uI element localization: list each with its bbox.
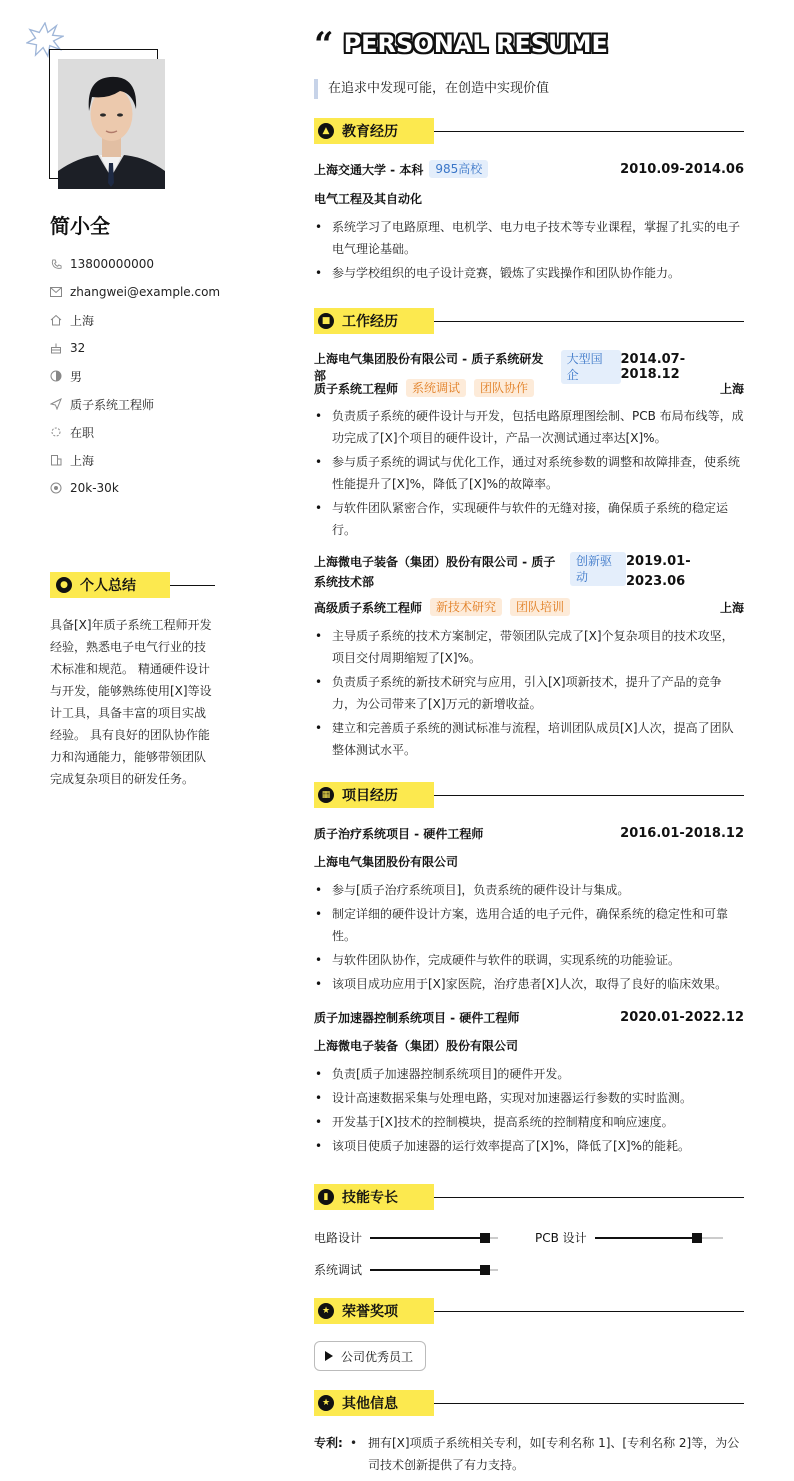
project-1-bullets [314, 879, 744, 997]
list-item: • 该项目成功应用于[X]家医院，治疗患者[X]人次，取得了良好的临床效果。 [314, 973, 744, 995]
list-item: • 与软件团队协作，完成硬件与软件的联调，实现系统的功能验证。 [314, 949, 744, 971]
projects-header-line [434, 795, 744, 796]
job-2-position-row [314, 598, 744, 616]
skill-name: PCB 设计 [535, 1231, 587, 1245]
job-2-position: 高级质子系统工程师 [314, 600, 423, 615]
awards-header-highlight [314, 1298, 434, 1324]
list-item: • 参与[质子治疗系统项目]，负责系统的硬件设计与集成。 [314, 879, 744, 901]
skill-bar-knob [692, 1233, 702, 1243]
other-info [314, 1432, 744, 1476]
project-2-company: 上海微电子装备（集团）股份有限公司 [314, 1039, 519, 1053]
play-triangle-icon [325, 1351, 333, 1361]
project-2-company-row [314, 1037, 744, 1054]
skill-item [314, 1261, 498, 1278]
projects-header-highlight [314, 782, 434, 808]
info-salary [50, 474, 220, 502]
list-item: • 建立和完善质子系统的测试标准与流程，培训团队成员[X]人次，提高了团队整体测试水平。 [314, 717, 744, 761]
skill-bar [595, 1237, 723, 1239]
info-gender [50, 362, 220, 390]
project-2-row [314, 1009, 744, 1026]
project-1-row [314, 825, 744, 842]
awards-header-line [434, 1311, 744, 1312]
award-badge [314, 1341, 426, 1371]
award-text: 公司优秀员工 [341, 1349, 414, 1364]
skill-bar [370, 1237, 498, 1239]
skill-bar-fill [370, 1237, 485, 1239]
skills-section-header [314, 1184, 744, 1210]
other-section-header [314, 1390, 744, 1416]
work-header-highlight [314, 308, 434, 334]
summary-text: 具备[X]年质子系统工程师开发经验，熟悉电子电气行业的技术标准和规范。 精通硬件设计与开发，能够熟练使用[X]等设计工具，具备丰富的项目实战经验。 具有良好的团队协作能力和沟通能力，能够带领团队完成复杂项目的研发任务。 [50, 618, 212, 786]
education-school: 上海交通大学 - 本科 [314, 162, 424, 177]
list-item: • 负责质子系统的新技术研究与应用，引入[X]项新技术，提升了产品的竞争力，为公司带来了[X]万元的新增收益。 [314, 671, 744, 715]
skill-bar-fill [370, 1269, 485, 1271]
job-2-skill-tag: 新技术研究 [430, 598, 502, 616]
home-icon [50, 314, 62, 326]
education-major: 电气工程及其自动化 [314, 192, 423, 206]
education-date: 2010.09-2014.06 [620, 161, 744, 177]
info-icon: ★ [318, 1395, 334, 1411]
list-item: • 参与学校组织的电子设计竞赛，锻炼了实践操作和团队协作能力。 [314, 262, 744, 284]
education-section-header [314, 118, 744, 144]
job-1-company: 上海电气集团股份有限公司 - 质子系统研发部 [314, 352, 544, 383]
candidate-name: 简小全 [50, 214, 110, 238]
graduation-cap-icon: ▲ [318, 123, 334, 139]
cake-icon [50, 342, 62, 354]
list-item: • 拥有[X]项质子系统相关专利，如[专利名称 1]、[专利名称 2]等，为公司技术创新提供了有力支持。 [350, 1432, 744, 1476]
projects-section-header [314, 782, 744, 808]
list-item: • 设计高速数据采集与处理电路，实现对加速器运行参数的实时监测。 [314, 1087, 744, 1109]
job-1-position-row [314, 379, 744, 397]
awards-title: 荣誉奖项 [342, 1304, 398, 1320]
summary-title: 个人总结 [80, 578, 136, 594]
bar-chart-icon: ▮ [318, 1189, 334, 1205]
briefcase-icon: ■ [318, 313, 334, 329]
gender-icon [50, 370, 62, 382]
list-item: • 负责[质子加速器控制系统项目]的硬件开发。 [314, 1063, 744, 1085]
education-major-row [314, 190, 744, 207]
skill-bar-knob [480, 1265, 490, 1275]
info-status-text: 在职 [70, 425, 95, 440]
work-header-line [434, 321, 744, 322]
grid-icon: ▦ [318, 787, 334, 803]
education-header-highlight [314, 118, 434, 144]
list-item: • 制定详细的硬件设计方案，选用合适的电子元件，确保系统的稳定性和可靠性。 [314, 903, 744, 947]
list-item: • 系统学习了电路原理、电机学、电力电子技术等专业课程，掌握了扎实的电子电气理论基础。 [314, 216, 744, 260]
list-item: • 参与质子系统的调试与优化工作，通过对系统参数的调整和故障排查，使系统性能提升了[X]%，降低了[X]%的故障率。 [314, 451, 744, 495]
quote-mark-icon: “ [314, 25, 334, 65]
education-bullets [314, 216, 744, 286]
info-email-text: zhangwei@example.com [70, 285, 221, 299]
other-header-line [434, 1403, 744, 1404]
skills-header-line [434, 1197, 744, 1198]
list-item: • 主导质子系统的技术方案制定，带领团队完成了[X]个复杂项目的技术攻坚，项目交付周期缩短了[X]%。 [314, 625, 744, 669]
education-header-line [434, 131, 744, 132]
skill-name: 系统调试 [314, 1263, 363, 1277]
job-2-date: 2019.01-2023.06 [626, 554, 691, 589]
info-age [50, 334, 220, 362]
award-icon: ★ [318, 1303, 334, 1319]
project-1-company-row [314, 853, 744, 870]
person-icon: ● [56, 577, 72, 593]
left-column [0, 0, 260, 1481]
info-home [50, 306, 220, 334]
education-title: 教育经历 [342, 124, 398, 140]
projects-title: 项目经历 [342, 788, 398, 804]
info-age-text: 32 [70, 341, 86, 355]
job-1-date: 2014.07-2018.12 [620, 352, 686, 382]
info-position [50, 390, 220, 418]
job-1-bullets [314, 405, 744, 543]
summary-header-line [170, 585, 215, 586]
info-salary-text: 20k-30k [70, 481, 119, 495]
project-1-date: 2016.01-2018.12 [620, 826, 744, 841]
info-city [50, 446, 220, 474]
summary-section-header [50, 572, 215, 598]
info-email [50, 278, 220, 306]
status-icon [50, 426, 62, 438]
skill-name: 电路设计 [314, 1231, 363, 1245]
info-phone [50, 250, 220, 278]
job-2-skill-tag: 团队培训 [510, 598, 570, 616]
info-home-text: 上海 [70, 313, 95, 328]
project-2-date: 2020.01-2022.12 [620, 1010, 744, 1025]
resume-title: PERSONAL RESUME [343, 30, 608, 58]
job-2-tag: 创新驱动 [570, 552, 626, 586]
resume-title-block [314, 25, 608, 65]
education-tag: 985高校 [429, 160, 488, 178]
project-1-name: 质子治疗系统项目 - 硬件工程师 [314, 827, 484, 841]
salary-icon [50, 482, 62, 494]
job-1-city: 上海 [719, 381, 744, 396]
other-title: 其他信息 [342, 1396, 398, 1412]
project-2-name: 质子加速器控制系统项目 - 硬件工程师 [314, 1011, 520, 1025]
job-1-position: 质子系统工程师 [314, 381, 399, 396]
info-gender-text: 男 [70, 369, 83, 384]
work-title: 工作经历 [342, 314, 398, 330]
list-item: • 开发基于[X]技术的控制模块，提高系统的控制精度和响应速度。 [314, 1111, 744, 1133]
info-position-text: 质子系统工程师 [70, 397, 155, 412]
job-1-skill-tag: 团队协作 [474, 379, 534, 397]
avatar [58, 59, 165, 189]
other-key: 专利: [314, 1436, 343, 1450]
summary-header-highlight [50, 572, 170, 598]
list-item: • 与软件团队紧密合作，实现硬件与软件的无缝对接，确保质子系统的稳定运行。 [314, 497, 744, 541]
job-1-skill-tag: 系统调试 [406, 379, 466, 397]
other-header-highlight [314, 1390, 434, 1416]
work-section-header [314, 308, 744, 334]
skill-bar [370, 1269, 498, 1271]
mail-icon [50, 286, 62, 298]
info-status [50, 418, 220, 446]
project-1-company: 上海电气集团股份有限公司 [314, 855, 459, 869]
education-row [314, 160, 744, 178]
send-icon [50, 398, 62, 410]
project-2-bullets [314, 1063, 744, 1159]
phone-icon [50, 258, 62, 270]
list-item: • 该项目使质子加速器的运行效率提高了[X]%，降低了[X]%的能耗。 [314, 1135, 744, 1157]
other-bullets [350, 1432, 744, 1476]
job-2-bullets [314, 625, 744, 763]
contact-info-list [50, 250, 220, 502]
skills-title: 技能专长 [342, 1190, 398, 1206]
skill-bar-knob [480, 1233, 490, 1243]
skill-item [314, 1229, 498, 1246]
awards-section-header [314, 1298, 744, 1324]
slogan: 在追求中发现可能，在创造中实现价值 [314, 79, 549, 99]
job-2-city: 上海 [719, 600, 744, 615]
building-icon [50, 454, 62, 466]
job-1-tag: 大型国企 [561, 350, 621, 384]
skill-item [535, 1229, 723, 1246]
job-2-row [314, 552, 744, 592]
skill-bar-fill [595, 1237, 697, 1239]
job-2-company: 上海微电子装备（集团）股份有限公司 - 质子系统技术部 [314, 555, 556, 589]
info-phone-text: 13800000000 [70, 257, 154, 271]
skills-header-highlight [314, 1184, 434, 1210]
list-item: • 负责质子系统的硬件设计与开发，包括电路原理图绘制、PCB 布局布线等，成功完成了[X]个项目的硬件设计，产品一次测试通过率达[X]%。 [314, 405, 744, 449]
info-city-text: 上海 [70, 453, 95, 468]
